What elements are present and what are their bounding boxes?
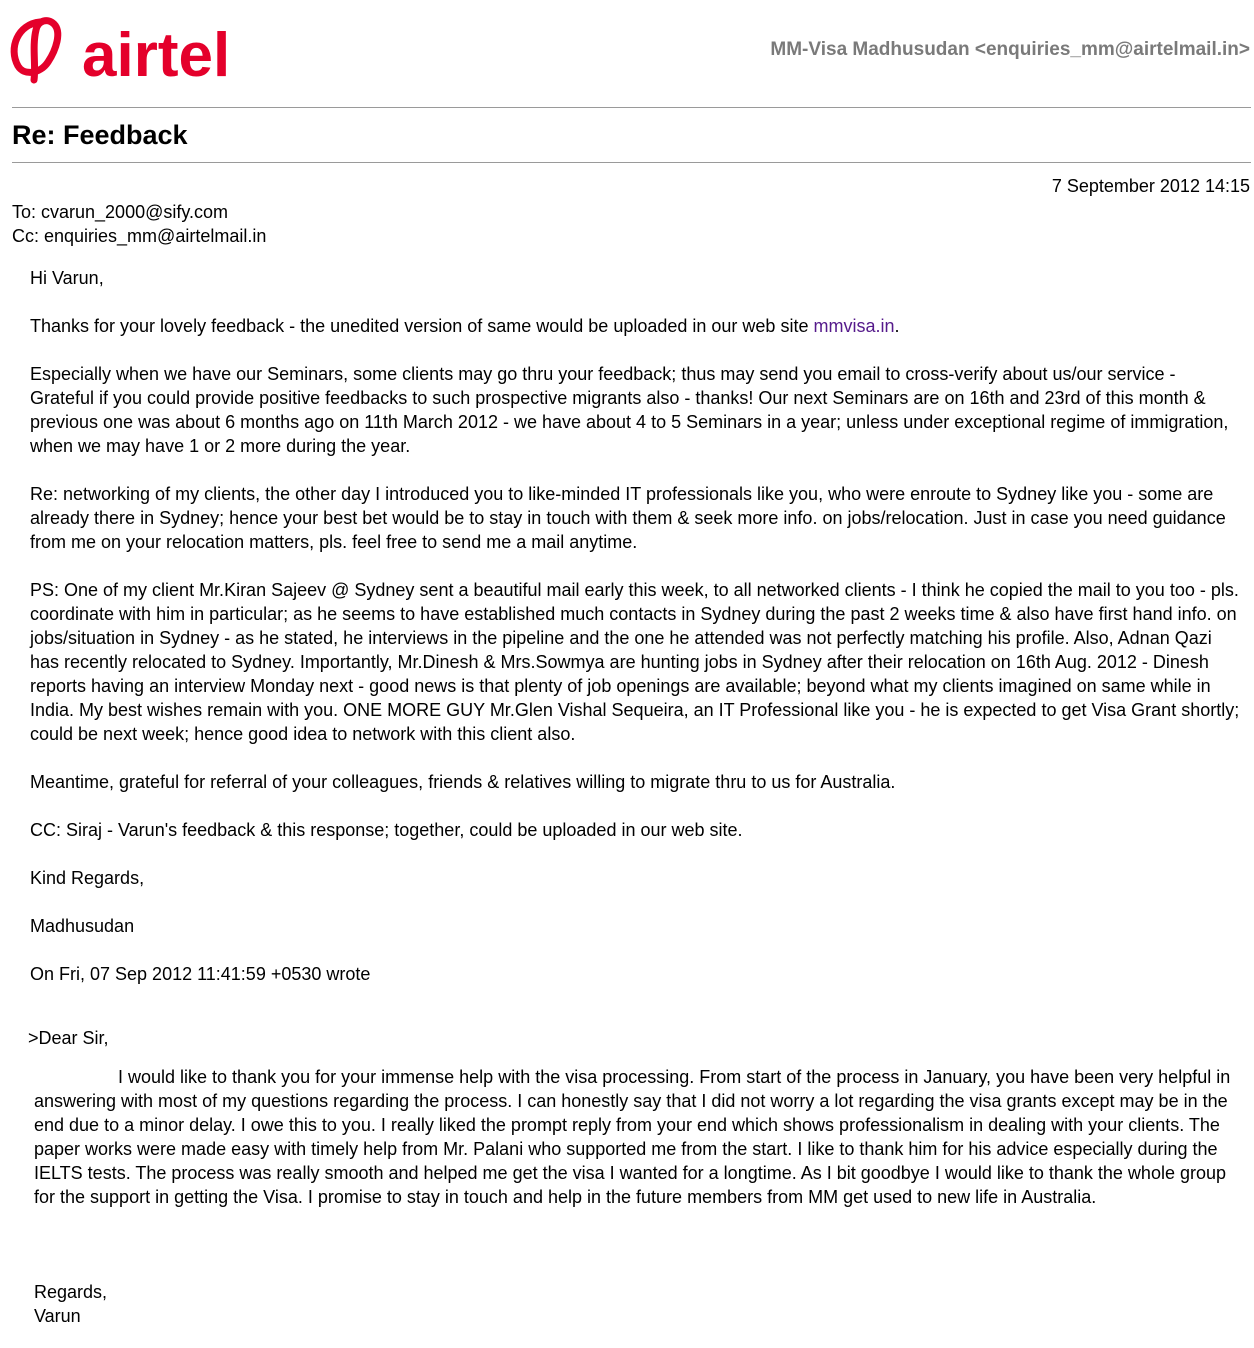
email-body <box>30 266 1240 1010</box>
to-recipient: To: cvarun_2000@sify.com <box>12 202 229 222</box>
paragraph: CC: Siraj - Varun's feedback & this response; together, could be uploaded in our web site. <box>30 820 743 840</box>
quoted-message <box>34 1065 1240 1209</box>
quote-intro: On Fri, 07 Sep 2012 11:41:59 +0530 wrote <box>30 964 371 984</box>
closing: Kind Regards, <box>30 868 145 888</box>
airtel-swirl-icon <box>10 14 230 86</box>
airtel-logo <box>10 14 230 86</box>
email-date: 7 September 2012 14:15 <box>1051 176 1250 196</box>
divider <box>12 107 1251 108</box>
paragraph <box>30 314 1240 338</box>
paragraph: Re: networking of my clients, the other day I introduced you to like-minded IT professionals like you, who were enroute to Sydney like you - some are already there in Sydney; hence your best bet would be to stay in touch with them & seek more info. on jobs/relocation. Just in case you need guidance from me on your relocation matters, pls. feel free to send me a mail anytime. <box>30 484 1226 552</box>
paragraph: PS: One of my client Mr.Kiran Sajeev @ Sydney sent a beautiful mail early this week, to all networked clients - I think he copied the mail to you too - pls. coordinate with him in particular; as he seems to have established much contacts in Sydney during the past 2 weeks time & also have first hand info. on jobs/situation in Sydney - as he stated, he interviews in the pipeline and the one he attended was not perfectly matching his profile. Also, Adnan Qazi has recently relocated to Sydney. Importantly, Mr.Dinesh & Mrs.Sowmya are hunting jobs in Sydney after their relocation on 16th Aug. 2012 - Dinesh reports having an interview Monday next - good news is that plenty of job openings are available; beyond what my clients imagined on same while in India. My best wishes remain with you. ONE MORE GUY Mr.Glen Vishal Sequeira, an IT Professional like you - he is expected to get Visa Grant shortly; could be next week; hence good idea to network with this client also. <box>30 580 1240 744</box>
signature: Madhusudan <box>30 916 135 936</box>
sender-address: MM-Visa Madhusudan <enquiries_mm@airtelmail.in> <box>770 39 1250 60</box>
email-subject: Re: Feedback <box>12 120 188 150</box>
email-header <box>0 0 1254 100</box>
paragraph: Meantime, grateful for referral of your colleagues, friends & relatives willing to migrate thru to us for Australia. <box>30 772 896 792</box>
logo-wordmark: airtel <box>82 21 230 86</box>
quoted-text: I would like to thank you for your immense help with the visa processing. From start of the process in January, you have been very helpful in answering with most of my questions regarding the process. I can honestly say that I did not worry a lot regarding the visa grants except may be in the end due to a minor delay. I owe this to you. I really liked the prompt reply from your end which shows professionalism in dealing with your clients. The paper works were made easy with timely help from Mr. Palani who supported me from the start. I like to thank him for his advice especially during the IELTS tests. The process was really smooth and helped me get the visa I wanted for a longtime. As I bit goodbye I would like to thank the whole group for the support in getting the Visa. I promise to stay in touch and help in the future members from MM get used to new life in Australia. <box>34 1067 1231 1207</box>
paragraph: Especially when we have our Seminars, some clients may go thru your feedback; thus may send you email to cross-verify about us/our service - Grateful if you could provide positive feedbacks to such prospective migrants also - thanks! Our next Seminars are on 16th and 23rd of this month & previous one was about 6 months ago on 11th March 2012 - we have about 4 to 5 Seminars in a year; unless under exceptional regime of immigration, when we may have 1 or 2 more during the year. <box>30 364 1229 456</box>
paragraph-text: . <box>894 316 900 336</box>
cc-recipient: Cc: enquiries_mm@airtelmail.in <box>12 226 267 246</box>
quoted-greeting: >Dear Sir, <box>28 1028 109 1048</box>
divider <box>12 162 1251 163</box>
quoted-name: Varun <box>34 1306 81 1326</box>
website-link[interactable]: mmvisa.in <box>813 316 895 336</box>
quoted-signature <box>34 1280 107 1328</box>
quoted-closing: Regards, <box>34 1282 108 1302</box>
greeting: Hi Varun, <box>30 268 104 288</box>
paragraph-text: Thanks for your lovely feedback - the unedited version of same would be uploaded in our web site <box>30 316 814 336</box>
